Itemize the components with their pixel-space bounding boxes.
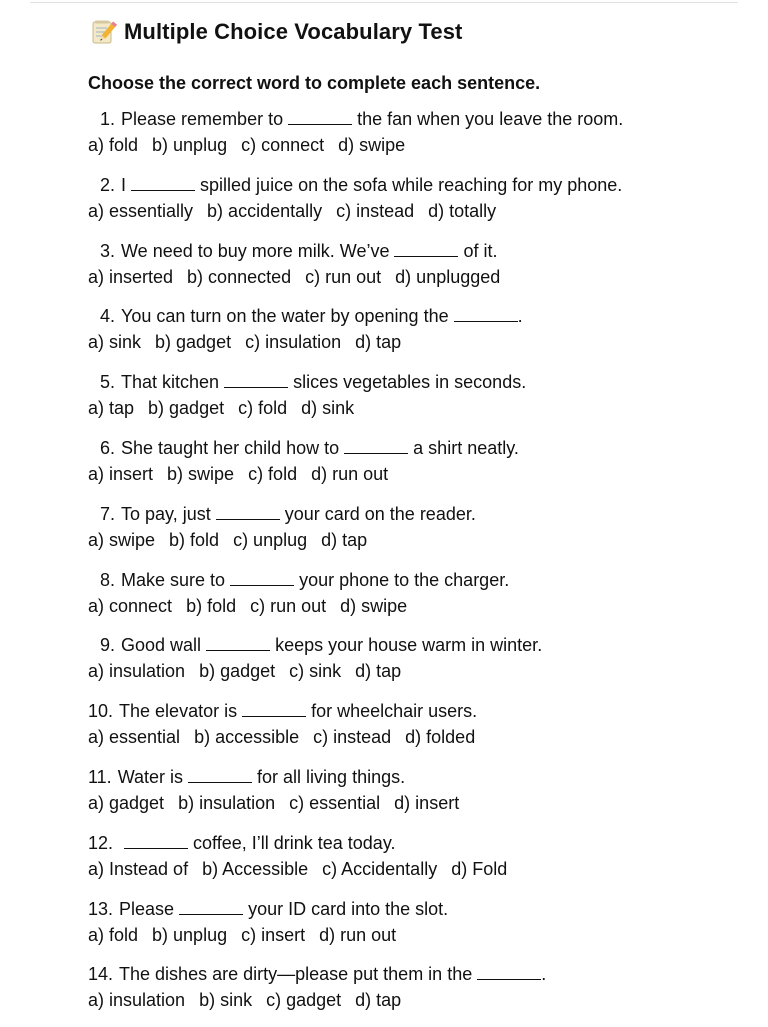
answer-option: d) sink	[301, 398, 355, 419]
sentence-after-blank: .	[541, 964, 547, 985]
question-item	[88, 369, 748, 435]
answer-blank	[454, 305, 518, 322]
question-sentence	[88, 567, 748, 593]
answer-options	[88, 329, 748, 355]
question-item	[88, 961, 748, 1027]
answer-option: d) swipe	[340, 595, 408, 616]
answer-option: b) gadget	[199, 661, 276, 682]
answer-option: c) insert	[241, 924, 306, 945]
question-number: 10.	[88, 701, 114, 722]
question-sentence	[88, 896, 748, 922]
sentence-before-blank: The elevator is	[119, 701, 238, 722]
memo-icon	[90, 18, 118, 46]
question-sentence	[88, 303, 748, 329]
sentence-before-blank: Please remember to	[121, 109, 284, 129]
answer-blank	[477, 963, 541, 980]
top-divider	[30, 2, 738, 3]
sentence-after-blank: for all living things.	[257, 766, 406, 787]
question-number: 12.	[88, 832, 114, 853]
answer-options	[88, 658, 748, 684]
answer-option: c) fold	[238, 398, 288, 419]
answer-option: c) instead	[336, 200, 415, 221]
answer-options	[88, 461, 748, 487]
question-sentence	[88, 172, 748, 198]
question-sentence	[88, 238, 748, 264]
question-number: 11.	[88, 766, 112, 787]
answer-option: c) fold	[248, 463, 298, 484]
answer-option: b) gadget	[148, 398, 225, 419]
answer-option: a) insulation	[88, 990, 186, 1011]
instructions: Choose the correct word to complete each sentence.	[88, 73, 541, 93]
question-item	[88, 303, 748, 369]
answer-option: d) unplugged	[395, 266, 501, 287]
sentence-before-blank: Good wall	[121, 635, 202, 656]
answer-option: d) folded	[405, 727, 476, 748]
answer-option: d) tap	[355, 990, 402, 1011]
answer-option: b) swipe	[167, 463, 235, 484]
answer-option: c) insulation	[245, 332, 342, 353]
question-sentence	[88, 961, 748, 987]
answer-blank	[179, 898, 243, 915]
sentence-before-blank: I	[121, 174, 127, 195]
sentence-before-blank: Water is	[117, 766, 184, 787]
sentence-before-blank: The dishes are dirty—please put them in the	[119, 964, 473, 985]
answer-options	[88, 527, 748, 553]
answer-option: b) accidentally	[207, 200, 323, 221]
page-title: Multiple Choice Vocabulary Test	[124, 19, 463, 44]
answer-option: d) run out	[311, 463, 389, 484]
question-item	[88, 896, 748, 962]
sentence-after-blank: your phone to the charger.	[299, 569, 510, 590]
answer-option: c) essential	[289, 792, 381, 813]
question-item	[88, 435, 748, 501]
question-number: 1.	[100, 109, 116, 129]
answer-options	[88, 724, 748, 750]
answer-blank	[124, 832, 188, 849]
answer-option: a) insulation	[88, 661, 186, 682]
question-number: 8.	[100, 569, 116, 590]
sentence-after-blank: of it.	[463, 240, 498, 261]
answer-option: d) swipe	[338, 135, 406, 155]
answer-option: c) connect	[241, 135, 325, 155]
sentence-before-blank: That kitchen	[121, 372, 220, 393]
question-number: 4.	[100, 306, 116, 327]
answer-option: c) run out	[305, 266, 382, 287]
question-item	[88, 632, 748, 698]
question-number: 6.	[100, 437, 116, 458]
question-item	[88, 764, 748, 830]
answer-options	[88, 987, 748, 1013]
question-sentence	[88, 764, 748, 790]
sentence-after-blank: the fan when you leave the room.	[357, 109, 624, 129]
sentence-before-blank: You can turn on the water by opening the	[121, 306, 449, 327]
sentence-before-blank: She taught her child how to	[121, 437, 340, 458]
answer-option: a) gadget	[88, 792, 165, 813]
answer-blank	[344, 437, 408, 454]
answer-options	[88, 790, 748, 816]
question-sentence	[88, 830, 748, 856]
sentence-after-blank: coffee, I’ll drink tea today.	[193, 832, 396, 853]
answer-blank	[242, 700, 306, 717]
answer-options	[88, 264, 748, 290]
answer-option: b) Accessible	[202, 858, 309, 879]
question-number: 2.	[100, 174, 116, 195]
question-number: 5.	[100, 372, 116, 393]
answer-option: a) swipe	[88, 529, 156, 550]
answer-option: d) run out	[319, 924, 397, 945]
answer-blank	[224, 371, 288, 388]
answer-option: c) run out	[250, 595, 327, 616]
sentence-after-blank: a shirt neatly.	[413, 437, 519, 458]
answer-options	[88, 395, 748, 421]
question-sentence	[88, 632, 748, 658]
answer-option: a) fold	[88, 924, 139, 945]
answer-option: a) Instead of	[88, 858, 189, 879]
answer-options	[88, 198, 748, 224]
question-sentence	[88, 435, 748, 461]
answer-option: b) unplug	[152, 924, 228, 945]
question-item	[88, 830, 748, 896]
sentence-after-blank: your ID card into the slot.	[248, 898, 449, 919]
sentence-after-blank: keeps your house warm in winter.	[275, 635, 543, 656]
question-number: 13.	[88, 898, 114, 919]
sentence-before-blank: We need to buy more milk. We’ve	[121, 240, 390, 261]
answer-blank	[131, 174, 195, 191]
answer-option: d) tap	[355, 332, 402, 353]
question-number: 14.	[88, 964, 114, 985]
question-number: 7.	[100, 503, 116, 524]
sentence-after-blank: your card on the reader.	[284, 503, 476, 524]
answer-options	[88, 856, 748, 882]
question-sentence	[88, 369, 748, 395]
question-item	[88, 567, 748, 633]
answer-option: a) insert	[88, 463, 154, 484]
question-list	[88, 106, 748, 1027]
answer-option: a) tap	[88, 398, 135, 419]
answer-option: b) connected	[187, 266, 292, 287]
sentence-after-blank: for wheelchair users.	[311, 701, 478, 722]
question-item	[88, 106, 748, 172]
answer-option: c) instead	[313, 727, 392, 748]
answer-option: c) unplug	[233, 529, 308, 550]
answer-option: d) totally	[428, 200, 497, 221]
sentence-before-blank: To pay, just	[121, 503, 211, 524]
answer-option: a) essential	[88, 727, 181, 748]
answer-option: b) gadget	[155, 332, 232, 353]
answer-option: a) fold	[88, 135, 139, 155]
answer-option: a) connect	[88, 595, 173, 616]
answer-blank	[188, 766, 252, 783]
answer-option: c) gadget	[266, 990, 342, 1011]
answer-blank	[206, 634, 270, 651]
answer-option: b) fold	[186, 595, 237, 616]
question-sentence	[88, 106, 748, 132]
sentence-before-blank: Make sure to	[121, 569, 226, 590]
answer-option: a) essentially	[88, 200, 194, 221]
worksheet	[88, 14, 748, 1027]
sentence-after-blank: .	[517, 306, 523, 327]
answer-blank	[216, 503, 280, 520]
answer-option: d) tap	[355, 661, 402, 682]
answer-option: b) accessible	[194, 727, 300, 748]
question-sentence	[88, 501, 748, 527]
answer-option: b) insulation	[178, 792, 276, 813]
answer-option: b) sink	[199, 990, 253, 1011]
answer-option: c) sink	[289, 661, 342, 682]
question-item	[88, 698, 748, 764]
answer-option: d) Fold	[451, 858, 508, 879]
question-item	[88, 172, 748, 238]
question-number: 9.	[100, 635, 116, 656]
answer-option: c) Accidentally	[322, 858, 438, 879]
answer-option: a) sink	[88, 332, 142, 353]
question-item	[88, 238, 748, 304]
answer-option: a) inserted	[88, 266, 174, 287]
question-number: 3.	[100, 240, 116, 261]
sentence-before-blank: Please	[119, 898, 175, 919]
sentence-after-blank: spilled juice on the sofa while reaching for my phone.	[200, 174, 623, 195]
answer-option: d) insert	[394, 792, 460, 813]
answer-options	[88, 593, 748, 619]
title-row	[88, 14, 748, 50]
question-item	[88, 501, 748, 567]
answer-option: b) fold	[169, 529, 220, 550]
answer-option: d) tap	[321, 529, 368, 550]
answer-blank	[394, 240, 458, 257]
answer-blank	[288, 108, 352, 125]
question-sentence	[88, 698, 748, 724]
answer-options	[88, 132, 748, 158]
answer-blank	[230, 569, 294, 586]
sentence-after-blank: slices vegetables in seconds.	[293, 372, 527, 393]
answer-option: b) unplug	[152, 135, 228, 155]
answer-options	[88, 922, 748, 948]
